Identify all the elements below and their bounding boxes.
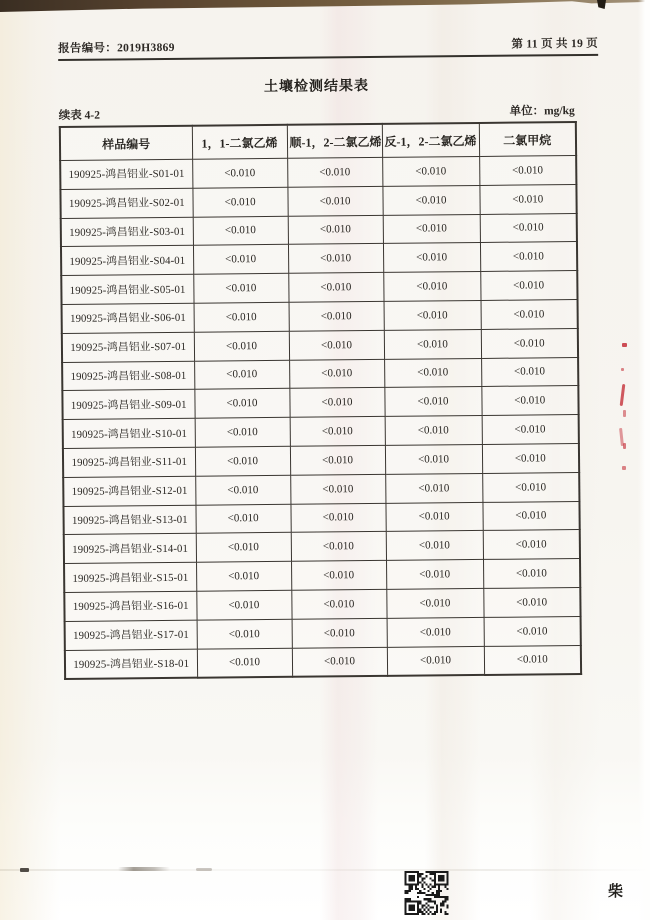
result-value-cell: <0.010	[382, 185, 479, 215]
column-header: 反-1，2-二氯乙烯	[382, 123, 479, 157]
sample-id-cell: 190925-鸿昌铝业-S05-01	[61, 274, 193, 304]
result-value-cell: <0.010	[289, 330, 384, 360]
column-header: 1，1-二氯乙烯	[192, 125, 287, 159]
result-value-cell: <0.010	[482, 472, 579, 502]
sample-id-cell: 190925-鸿昌铝业-S13-01	[63, 505, 195, 535]
result-value-cell: <0.010	[385, 473, 482, 503]
scan-edge-artifact	[0, 0, 650, 13]
result-value-cell: <0.010	[384, 358, 481, 388]
result-value-cell: <0.010	[192, 187, 287, 217]
sample-id-cell: 190925-鸿昌铝业-S02-01	[60, 188, 192, 218]
sample-id-cell: 190925-鸿昌铝业-S18-01	[65, 649, 197, 680]
result-value-cell: <0.010	[480, 242, 577, 272]
sample-id-cell: 190925-鸿昌铝业-S16-01	[64, 591, 196, 621]
result-value-cell: <0.010	[196, 590, 291, 620]
table-meta-row	[59, 102, 575, 123]
result-value-cell: <0.010	[383, 243, 480, 273]
table-body	[60, 156, 581, 680]
result-value-cell: <0.010	[197, 619, 292, 649]
column-header: 二氯甲烷	[479, 122, 576, 156]
result-value-cell: <0.010	[386, 560, 483, 590]
result-value-cell: <0.010	[194, 389, 289, 419]
result-value-cell: <0.010	[290, 474, 385, 504]
result-value-cell: <0.010	[481, 357, 578, 387]
sample-id-cell: 190925-鸿昌铝业-S08-01	[62, 361, 194, 391]
result-value-cell: <0.010	[194, 331, 289, 361]
result-value-cell: <0.010	[193, 273, 288, 303]
unit-label: 单位：mg/kg	[509, 105, 575, 118]
scan-mark-artifact	[20, 868, 29, 872]
result-value-cell: <0.010	[481, 386, 578, 416]
result-value-cell: <0.010	[195, 504, 290, 534]
result-value-cell: <0.010	[484, 616, 581, 646]
result-value-cell: <0.010	[194, 302, 289, 332]
result-value-cell: <0.010	[290, 417, 385, 447]
result-value-cell: <0.010	[385, 444, 482, 474]
result-value-cell: <0.010	[479, 184, 576, 214]
result-value-cell: <0.010	[384, 300, 481, 330]
table-row	[65, 645, 581, 679]
red-ink-bleed-mark	[622, 343, 627, 347]
result-value-cell: <0.010	[481, 328, 578, 358]
result-value-cell: <0.010	[290, 503, 385, 533]
sample-id-cell: 190925-鸿昌铝业-S17-01	[65, 620, 197, 650]
red-ink-bleed-mark	[623, 410, 626, 417]
result-value-cell: <0.010	[196, 533, 291, 563]
red-ink-bleed-mark	[620, 384, 626, 406]
result-value-cell: <0.010	[192, 158, 287, 188]
result-value-cell: <0.010	[385, 502, 482, 532]
sample-id-cell: 190925-鸿昌铝业-S11-01	[63, 447, 195, 477]
page-title: 土壤检测结果表	[263, 79, 370, 96]
sample-id-cell: 190925-鸿昌铝业-S09-01	[62, 390, 194, 420]
sample-id-cell: 190925-鸿昌铝业-S06-01	[62, 303, 194, 333]
result-value-cell: <0.010	[483, 587, 580, 617]
scan-shadow-line	[0, 869, 650, 871]
results-table	[59, 121, 582, 680]
result-value-cell: <0.010	[195, 446, 290, 476]
continuation-label: 续表 4-2	[58, 109, 101, 122]
reviewer-mark: 柴	[608, 884, 624, 900]
sample-id-cell: 190925-鸿昌铝业-S07-01	[62, 332, 194, 362]
result-value-cell: <0.010	[386, 531, 483, 561]
result-value-cell: <0.010	[288, 215, 383, 245]
qr-code-icon	[404, 871, 449, 915]
result-value-cell: <0.010	[196, 561, 291, 591]
result-value-cell: <0.010	[194, 360, 289, 390]
result-value-cell: <0.010	[287, 157, 382, 187]
result-value-cell: <0.010	[193, 216, 288, 246]
report-number-label: 报告编号：2019H3869	[58, 41, 175, 55]
sample-id-cell: 190925-鸿昌铝业-S12-01	[63, 476, 195, 506]
table-header-row	[60, 122, 576, 160]
result-value-cell: <0.010	[484, 645, 581, 675]
column-header: 样品编号	[60, 126, 192, 161]
result-value-cell: <0.010	[193, 245, 288, 275]
sample-id-cell: 190925-鸿昌铝业-S03-01	[61, 217, 193, 247]
sample-id-cell: 190925-鸿昌铝业-S14-01	[64, 534, 196, 564]
scan-smudge-artifact	[118, 867, 170, 871]
sample-id-cell: 190925-鸿昌铝业-S10-01	[63, 418, 195, 448]
scan-notch-artifact	[597, 0, 606, 9]
result-value-cell: <0.010	[483, 559, 580, 589]
result-value-cell: <0.010	[482, 443, 579, 473]
result-value-cell: <0.010	[480, 213, 577, 243]
red-ink-bleed-mark	[623, 443, 626, 449]
result-value-cell: <0.010	[290, 445, 385, 475]
result-value-cell: <0.010	[287, 186, 382, 216]
page-number-label: 第 11 页 共 19 页	[511, 37, 599, 51]
result-value-cell: <0.010	[386, 588, 483, 618]
sample-id-cell: 190925-鸿昌铝业-S15-01	[64, 562, 196, 592]
result-value-cell: <0.010	[387, 617, 484, 647]
result-value-cell: <0.010	[481, 300, 578, 330]
result-value-cell: <0.010	[387, 646, 484, 676]
result-value-cell: <0.010	[292, 618, 387, 648]
result-value-cell: <0.010	[385, 416, 482, 446]
sample-id-cell: 190925-鸿昌铝业-S01-01	[60, 159, 192, 189]
result-value-cell: <0.010	[289, 359, 384, 389]
qr-code-svg	[404, 871, 449, 915]
result-value-cell: <0.010	[291, 532, 386, 562]
page-header	[58, 35, 598, 61]
red-ink-bleed-mark	[621, 368, 624, 371]
result-value-cell: <0.010	[289, 388, 384, 418]
result-value-cell: <0.010	[291, 561, 386, 591]
result-value-cell: <0.010	[288, 244, 383, 274]
sample-id-cell: 190925-鸿昌铝业-S04-01	[61, 246, 193, 276]
result-value-cell: <0.010	[384, 329, 481, 359]
result-value-cell: <0.010	[479, 156, 576, 186]
result-value-cell: <0.010	[483, 530, 580, 560]
result-value-cell: <0.010	[292, 647, 387, 677]
result-value-cell: <0.010	[288, 273, 383, 303]
column-header: 顺-1，2-二氯乙烯	[287, 124, 382, 158]
result-value-cell: <0.010	[195, 417, 290, 447]
paper-edge	[638, 0, 650, 920]
red-ink-bleed-mark	[622, 466, 626, 470]
result-value-cell: <0.010	[480, 271, 577, 301]
result-value-cell: <0.010	[482, 415, 579, 445]
result-value-cell: <0.010	[383, 272, 480, 302]
scan-smudge-artifact	[196, 868, 212, 871]
result-value-cell: <0.010	[291, 589, 386, 619]
result-value-cell: <0.010	[289, 301, 384, 331]
result-value-cell: <0.010	[197, 648, 292, 678]
document-content	[58, 35, 606, 681]
result-value-cell: <0.010	[384, 387, 481, 417]
result-value-cell: <0.010	[383, 214, 480, 244]
result-value-cell: <0.010	[195, 475, 290, 505]
result-value-cell: <0.010	[482, 501, 579, 531]
result-value-cell: <0.010	[382, 156, 479, 186]
